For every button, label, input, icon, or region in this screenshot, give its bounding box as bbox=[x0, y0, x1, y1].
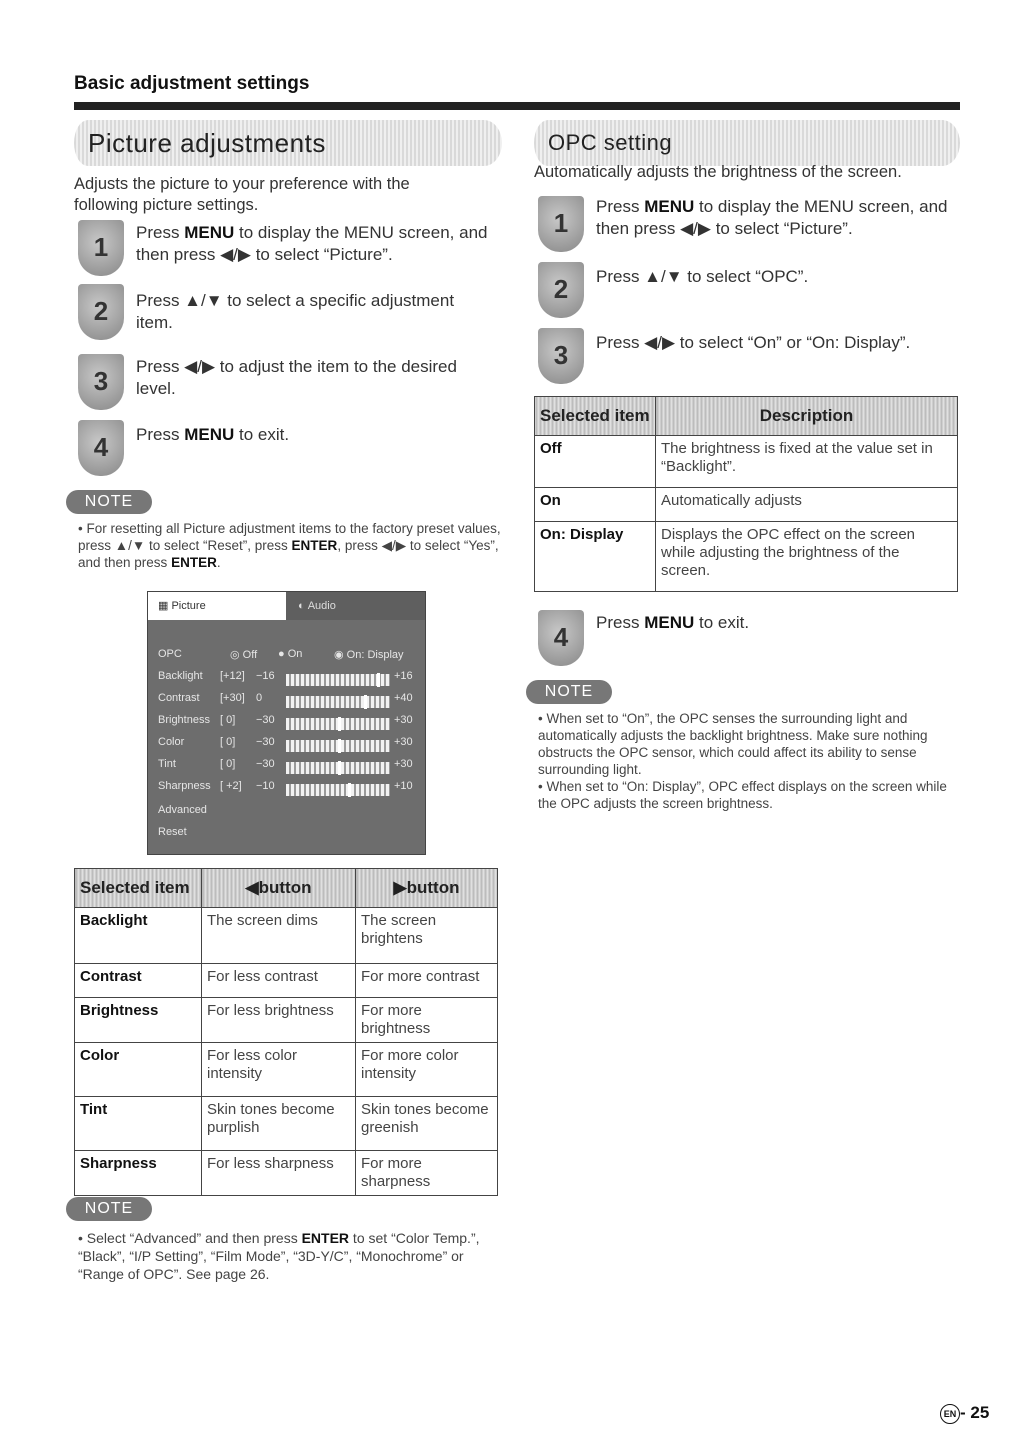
page-section-title: Basic adjustment settings bbox=[74, 73, 310, 94]
slider-track bbox=[286, 674, 390, 686]
list-item: • When set to “On”, the OPC senses the surrounding light and automatically adjusts the backlight brightness. Make sure nothing obstructs the OPC sensor, which could affect its ability to sense surrounding light. bbox=[538, 711, 928, 777]
menu-row-contrast: Contrast [+30] 0 +40 bbox=[158, 692, 415, 712]
bullet-icon: • bbox=[78, 1230, 87, 1246]
opc-setting-banner bbox=[534, 120, 960, 166]
table-row: On: Display Displays the OPC effect on the screen while adjusting the brightness of the screen. bbox=[535, 522, 958, 592]
picture-intro: Adjusts the picture to your preference with the following picture settings. bbox=[74, 175, 410, 214]
opc-intro: Automatically adjusts the brightness of the screen. bbox=[534, 163, 902, 181]
slider-marker bbox=[338, 739, 341, 753]
picture-note: • For resetting all Picture adjustment items to the factory preset values, press ▲/▼ to select “Reset”, press ENTER, press ◀/▶ to select “Yes”, and then press ENTER. bbox=[78, 521, 501, 570]
slider-marker bbox=[338, 717, 341, 731]
picture-adjustment-table bbox=[74, 868, 498, 1196]
bullet-icon: • bbox=[538, 779, 547, 794]
table-row: Tint Skin tones become purplish Skin tones become greenish bbox=[75, 1097, 498, 1151]
opc-step-3: Press ◀/▶ to select “On” or “On: Display”. bbox=[596, 333, 911, 352]
step-badge: 2 bbox=[78, 284, 124, 340]
menu-row-advanced: Advanced bbox=[158, 804, 207, 816]
menu-row-reset: Reset bbox=[158, 826, 187, 838]
picture-step-4: Press MENU to exit. bbox=[136, 425, 290, 444]
page-number: EN - 25 bbox=[940, 1403, 1000, 1424]
opc-table bbox=[534, 396, 958, 592]
table-row: Contrast For less contrast For more contrast bbox=[75, 964, 498, 998]
opc-step-4: Press MENU to exit. bbox=[596, 613, 750, 632]
menu-row-brightness: Brightness [ 0] −30 +30 bbox=[158, 714, 415, 734]
bullet-icon: • bbox=[78, 521, 87, 536]
note-icon: NOTE bbox=[66, 490, 152, 514]
step-badge: 2 bbox=[538, 262, 584, 318]
opc-step-1: Press MENU to display the MENU screen, and then press ◀/▶ to select “Picture”. bbox=[596, 197, 948, 238]
picture-icon: ▦ bbox=[158, 600, 172, 612]
language-icon: EN bbox=[940, 1404, 960, 1424]
table-row: Off The brightness is fixed at the value set in “Backlight”. bbox=[535, 436, 958, 488]
slider-track bbox=[286, 696, 390, 708]
menu-row-opc: OPC ◎ Off ● On ◉ On: Display bbox=[158, 648, 404, 661]
audio-icon: ◐ bbox=[298, 600, 308, 612]
note-icon: NOTE bbox=[526, 680, 612, 704]
table-row: Color For less color intensity For more color intensity bbox=[75, 1043, 498, 1097]
note-icon: NOTE bbox=[66, 1197, 152, 1221]
slider-marker bbox=[364, 695, 367, 709]
slider-track bbox=[286, 784, 390, 796]
step-badge: 4 bbox=[538, 610, 584, 666]
picture-step-1: Press MENU to display the MENU screen, and then press ◀/▶ to select “Picture”. bbox=[136, 223, 488, 264]
bullet-icon: • bbox=[538, 711, 547, 726]
menu-row-color: Color [ 0] −30 +30 bbox=[158, 736, 415, 756]
picture-adjustments-banner bbox=[74, 120, 502, 166]
step-badge: 4 bbox=[78, 420, 124, 476]
table-row: Sharpness For less sharpness For more sharpness bbox=[75, 1151, 498, 1196]
menu-row-tint: Tint [ 0] −30 +30 bbox=[158, 758, 415, 778]
opc-notes bbox=[538, 710, 960, 812]
advanced-note: • Select “Advanced” and then press ENTER to set “Color Temp.”, “Black”, “I/P Setting”, “Film Mode”, “3D-Y/C”, “Monochrome” or “Range of OPC”. See page 26. bbox=[78, 1230, 480, 1282]
picture-menu-screenshot bbox=[147, 591, 426, 855]
header-rule bbox=[74, 102, 960, 110]
list-item: • When set to “On: Display”, OPC effect displays on the screen while the OPC adjusts the screen brightness. bbox=[538, 779, 947, 811]
table-header-row: Selected item Description bbox=[535, 397, 958, 436]
step-badge: 3 bbox=[538, 328, 584, 384]
menu-row-backlight: Backlight [+12] −16 +16 bbox=[158, 670, 415, 690]
menu-row-sharpness: Sharpness [ +2] −10 +10 bbox=[158, 780, 415, 800]
picture-adjustments-heading: Picture adjustments bbox=[88, 128, 326, 158]
picture-step-2: Press ▲/▼ to select a specific adjustment item. bbox=[136, 291, 455, 332]
opc-setting-heading: OPC setting bbox=[548, 130, 673, 155]
step-badge: 3 bbox=[78, 354, 124, 410]
slider-marker bbox=[338, 761, 341, 775]
table-row: On Automatically adjusts bbox=[535, 488, 958, 522]
menu-tab-picture: ▦ Picture bbox=[148, 592, 296, 620]
menu-body bbox=[148, 620, 425, 854]
menu-tab-audio: ◐ Audio bbox=[286, 592, 425, 620]
table-header-row: Selected item ◀button ▶button bbox=[75, 869, 498, 908]
table-row: Backlight The screen dims The screen brightens bbox=[75, 908, 498, 964]
slider-marker bbox=[348, 783, 351, 797]
step-badge: 1 bbox=[78, 220, 124, 276]
slider-marker bbox=[377, 673, 380, 687]
step-badge: 1 bbox=[538, 196, 584, 252]
table-row: Brightness For less brightness For more brightness bbox=[75, 998, 498, 1043]
opc-step-2: Press ▲/▼ to select “OPC”. bbox=[596, 267, 809, 286]
picture-step-3: Press ◀/▶ to adjust the item to the desired level. bbox=[136, 357, 457, 398]
